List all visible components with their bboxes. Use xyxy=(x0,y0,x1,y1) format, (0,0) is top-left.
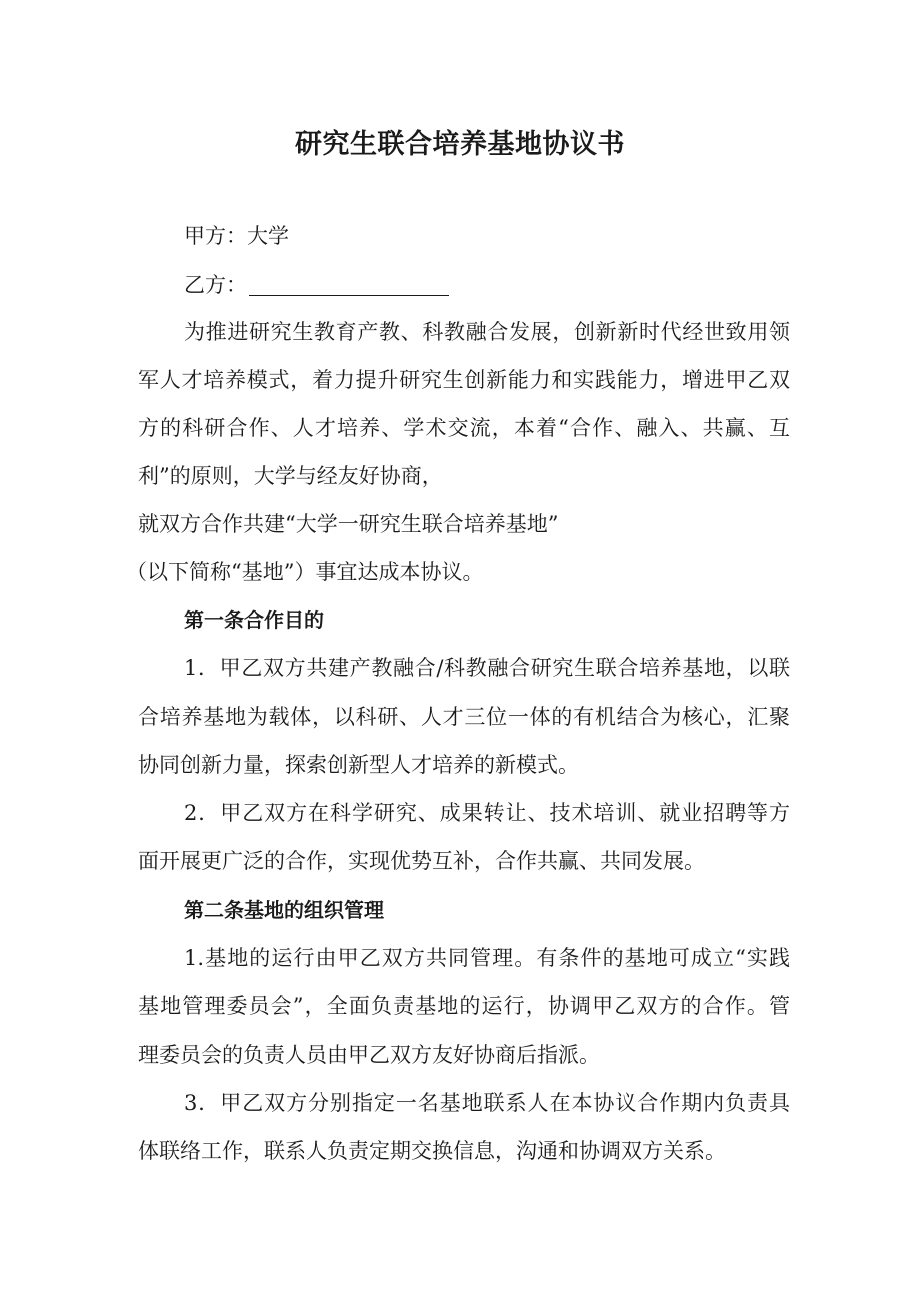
article-2-item-3-line: 体联络工作，联系人负责定期交换信息，沟通和协调双方关系。 xyxy=(138,1139,726,1163)
article-2-item-1-line: 理委员会的负责人员由甲乙双方友好协商后指派。 xyxy=(138,1043,600,1067)
party-b-label: 乙方： xyxy=(184,273,247,297)
article-1-item-2-line: 2．甲乙双方在科学研究、成果转让、技术培训、就业招聘等方 xyxy=(184,801,790,825)
party-b-blank-field[interactable] xyxy=(249,275,449,296)
article-2-item-1-line: 基地管理委员会”，全面负责基地的运行，协调甲乙双方的合作。管 xyxy=(138,994,790,1018)
preamble-line: 军人才培养模式，着力提升研究生创新能力和实践能力，增进甲乙双 xyxy=(138,368,790,392)
party-b-line xyxy=(184,271,449,299)
party-a-line xyxy=(184,222,289,250)
document-title: 研究生联合培养基地协议书 xyxy=(295,129,625,160)
preamble-line: 方的科研合作、人才培养、学术交流，本着“合作、融入、共赢、互 xyxy=(138,416,790,440)
party-a-label: 甲方： xyxy=(184,224,247,248)
article-2-item-1-line: 1.基地的运行由甲乙双方共同管理。有条件的基地可成立“实践 xyxy=(184,946,790,970)
article-1-item-1-line: 协同创新力量，探索创新型人才培养的新模式。 xyxy=(138,753,579,777)
preamble-line: （以下简称“基地”）事宜达成本协议。 xyxy=(126,560,484,584)
article-2-heading: 第二条基地的组织管理 xyxy=(184,898,384,922)
article-1-item-1-line: 1．甲乙双方共建产教融合/科教融合研究生联合培养基地，以联 xyxy=(184,656,790,680)
article-1-heading: 第一条合作目的 xyxy=(184,608,324,632)
preamble-line: 为推进研究生教育产教、科教融合发展，创新新时代经世致用领 xyxy=(184,320,790,344)
article-2-item-3-line: 3．甲乙双方分别指定一名基地联系人在本协议合作期内负责具 xyxy=(184,1091,790,1115)
party-a-value: 大学 xyxy=(247,224,289,248)
article-1-item-2-line: 面开展更广泛的合作，实现优势互补，合作共赢、共同发展。 xyxy=(138,849,705,873)
preamble-line: 就双方合作共建“大学一研究生联合培养基地” xyxy=(138,512,559,536)
preamble-line: 利”的原则，大学与经友好协商， xyxy=(138,464,443,488)
article-1-item-1-line: 合培养基地为载体，以科研、人才三位一体的有机结合为核心，汇聚 xyxy=(138,705,790,729)
